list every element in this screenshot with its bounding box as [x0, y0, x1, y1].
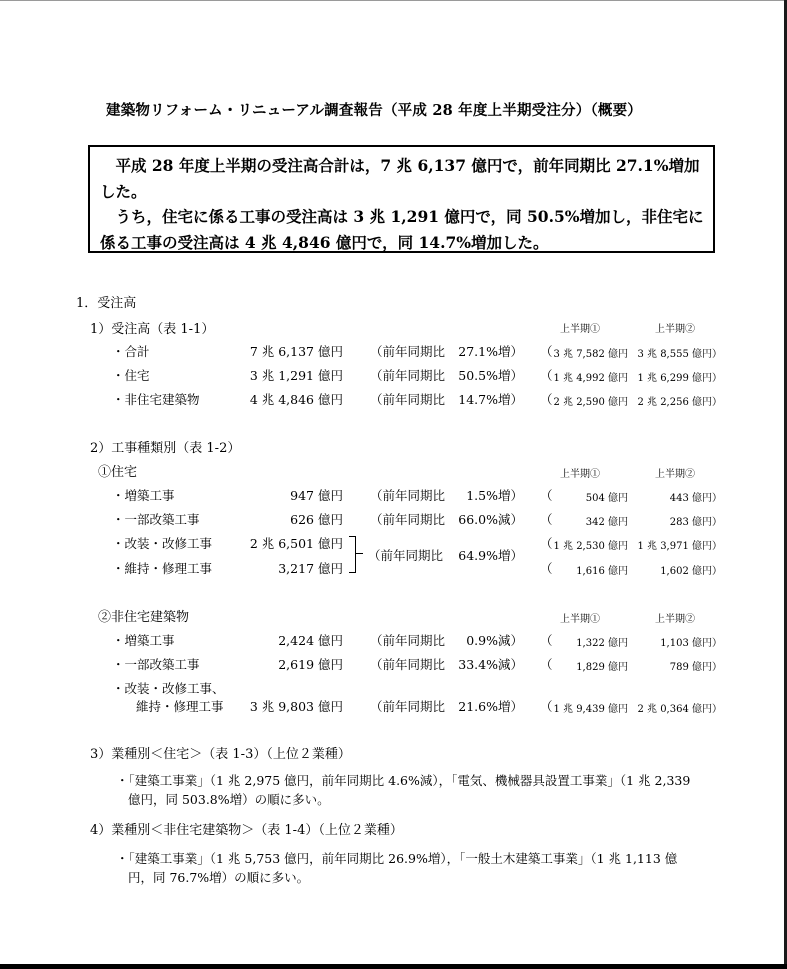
bracket-percent: 64.9%増）	[458, 548, 523, 563]
bracket-tick	[355, 553, 363, 554]
row-h2: 1,103 億円）	[660, 638, 722, 649]
row-amount: 2,619 億円	[278, 657, 343, 672]
row-amount: 2 兆 6,501 億円	[249, 536, 343, 551]
row-label: ・改装・改修工事	[112, 536, 213, 551]
row-label: ・維持・修理工事	[112, 561, 213, 576]
industry-line: ・「建築工事業」（1 兆 2,975 億円，前年同期比 4.6%減），「電気、機械器具設置工事業」（1 兆 2,339	[116, 773, 691, 788]
row-comparison: （前年同期比	[370, 633, 446, 648]
row-h2: 2 兆 0,364 億円）	[637, 704, 722, 715]
row-amount: 3,217 億円	[278, 561, 343, 576]
row-comparison: （前年同期比	[370, 368, 446, 383]
row-amount: 626 億円	[290, 512, 343, 527]
row-h1: 3 兆 7,582 億円	[553, 349, 628, 360]
subsection-heading: 3）業種別＜住宅＞（表 1-3）（上位２業種）	[90, 747, 351, 762]
subsection-heading: 2）工事種類別（表 1-2）	[90, 441, 241, 456]
column-header-h1: 上半期①	[560, 324, 600, 335]
row-paren: （	[540, 633, 553, 648]
row-label: ・非住宅建築物	[112, 392, 200, 407]
column-header-h2: 上半期②	[655, 324, 695, 335]
row-h2: 283 億円）	[669, 517, 722, 528]
bracket-line	[349, 536, 356, 573]
row-label: ・増築工事	[112, 633, 175, 648]
row-percent: 66.0%減）	[458, 512, 523, 527]
column-header-h1: 上半期①	[560, 614, 600, 625]
row-comparison: （前年同期比	[370, 512, 446, 527]
row-paren: （	[540, 392, 553, 407]
row-percent: 50.5%増）	[458, 368, 523, 383]
row-h2: 1,602 億円）	[660, 566, 722, 577]
row-paren: （	[540, 657, 553, 672]
row-label: ・住宅	[112, 368, 150, 383]
frame-bottom-border	[0, 964, 787, 969]
row-paren: （	[540, 488, 553, 503]
row-percent: 27.1%増）	[458, 344, 523, 359]
group-heading-residential: ①住宅	[98, 465, 138, 480]
row-amount: 947 億円	[290, 488, 343, 503]
row-paren: （	[540, 344, 553, 359]
summary-line: うち，住宅に係る工事の受注高は 3 兆 1,291 億円で，同 50.5%増加し，非住宅に	[100, 207, 704, 226]
row-label: ・合計	[112, 344, 150, 359]
summary-line: した。	[100, 181, 147, 201]
row-label: 維持・修理工事	[136, 699, 224, 714]
row-h1: 1,829 億円	[576, 662, 628, 673]
row-h1: 1 兆 4,992 億円	[553, 373, 628, 384]
industry-line: ・「建築工事業」（1 兆 5,753 億円，前年同期比 26.9%増），「一般土木建築工事業」（1 兆 1,113 億	[116, 851, 678, 866]
column-header-h2: 上半期②	[655, 469, 695, 480]
summary-line: 係る工事の受注高は 4 兆 4,846 億円で，同 14.7%増加した。	[100, 232, 549, 252]
row-paren: （	[540, 512, 553, 527]
summary-box	[88, 145, 715, 253]
row-h2: 1 兆 6,299 億円）	[637, 373, 722, 384]
row-amount: 3 兆 1,291 億円	[249, 368, 343, 383]
section-heading: 1．受注高	[76, 296, 137, 311]
row-percent: 14.7%増）	[458, 392, 523, 407]
row-percent: 1.5%増）	[466, 488, 523, 503]
row-label: ・増築工事	[112, 488, 175, 503]
row-h2: 2 兆 2,256 億円）	[637, 397, 722, 408]
row-h1: 342 億円	[585, 517, 628, 528]
row-h2: 1 兆 3,971 億円）	[637, 541, 722, 552]
row-h1: 1,322 億円	[576, 638, 628, 649]
row-amount: 7 兆 6,137 億円	[249, 344, 343, 359]
group-heading-nonresidential: ②非住宅建築物	[98, 610, 190, 625]
row-comparison: （前年同期比	[370, 699, 446, 714]
row-amount: 4 兆 4,846 億円	[249, 392, 343, 407]
row-h1: 504 億円	[585, 493, 628, 504]
row-comparison: （前年同期比	[370, 344, 446, 359]
summary-line: 平成 28 年度上半期の受注高合計は，7 兆 6,137 億円で，前年同期比 27.1%増加	[100, 156, 700, 175]
industry-line: 円，同 76.7%増）の順に多い。	[128, 870, 310, 885]
row-amount: 3 兆 9,803 億円	[249, 699, 343, 714]
document-title: 建築物リフォーム・リニューアル調査報告（平成 28 年度上半期受注分）（概要）	[106, 102, 643, 119]
column-header-h2: 上半期②	[655, 614, 695, 625]
row-label: ・一部改築工事	[112, 512, 200, 527]
row-comparison: （前年同期比	[370, 488, 446, 503]
row-h1: 1 兆 2,530 億円	[553, 541, 628, 552]
row-label: ・改装・改修工事、	[112, 681, 225, 696]
row-paren: （	[540, 536, 553, 551]
bracket-comparison: （前年同期比	[368, 548, 444, 563]
row-comparison: （前年同期比	[370, 392, 446, 407]
row-paren: （	[540, 561, 553, 576]
row-paren: （	[540, 699, 553, 714]
row-h2: 3 兆 8,555 億円）	[637, 349, 722, 360]
row-h1: 1,616 億円	[576, 566, 628, 577]
row-percent: 33.4%減）	[458, 657, 523, 672]
row-percent: 0.9%減）	[466, 633, 523, 648]
subsection-heading: 1）受注高（表 1-1）	[90, 322, 215, 337]
subsection-heading: 4）業種別＜非住宅建築物＞（表 1-4）（上位２業種）	[90, 823, 403, 838]
row-label: ・一部改築工事	[112, 657, 200, 672]
row-amount: 2,424 億円	[278, 633, 343, 648]
frame-top-border	[0, 0, 787, 1]
row-h1: 1 兆 9,439 億円	[553, 704, 628, 715]
industry-line: 億円，同 503.8%増）の順に多い。	[128, 792, 330, 807]
row-paren: （	[540, 368, 553, 383]
row-comparison: （前年同期比	[370, 657, 446, 672]
row-h1: 2 兆 2,590 億円	[553, 397, 628, 408]
row-percent: 21.6%増）	[458, 699, 523, 714]
row-h2: 443 億円）	[669, 493, 722, 504]
row-h2: 789 億円）	[669, 662, 722, 673]
column-header-h1: 上半期①	[560, 469, 600, 480]
